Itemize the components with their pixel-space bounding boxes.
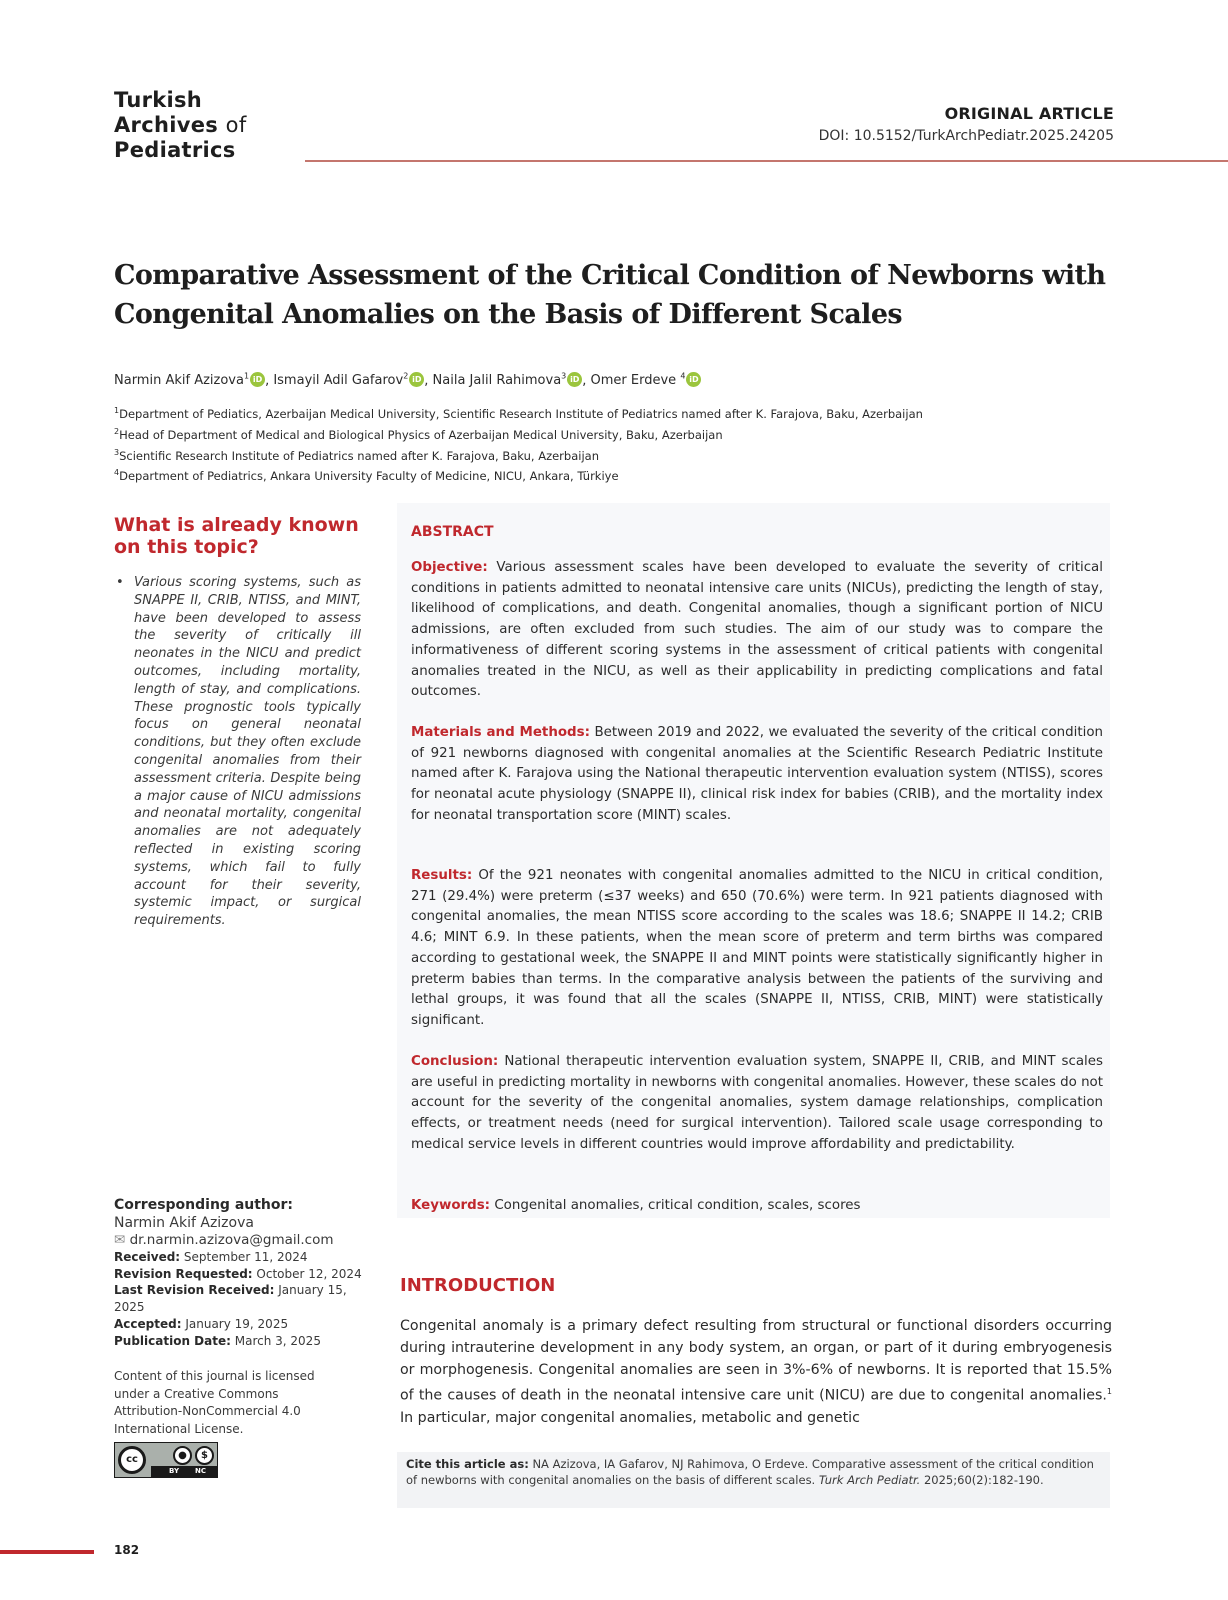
journal-logo-line1: Turkish xyxy=(114,88,203,112)
known-topic-item: • Various scoring systems, such as SNAPPE II, CRIB, NTISS, and MINT, have been developed to assess the severity of critically ill neonates in the NICU and predict outcomes, including mortality, length of stay, and complications. These prognostic tools typically focus on general neonatal conditions, but they often exclude congenital anomalies from their assessment criteria. Despite being a major cause of NICU admissions and neonatal mortality, congenital anomalies are not adequately reflected in existing scoring systems, which fail to fully account for their severity, systemic impact, or surgical requirements. xyxy=(116,574,361,930)
citation-text: Cite this article as: NA Azizova, IA Gafarov, NJ Rahimova, O Erdeve. Comparative assessment of the critical condition of newborns with congenital anomalies on the basis of different scales. Turk Arch Pediatr. 2025;60(2):182-190. xyxy=(406,1457,1094,1487)
author-list: Narmin Akif Azizova$^1$ iD , Ismayil Adil Gafarov$^2$ iD , Naila Jalil Rahimova$^3$ iD , Omer Erdeve $^4$ iD xyxy=(114,372,701,388)
corresponding-author-name: Narmin Akif Azizova xyxy=(114,1215,254,1231)
journal-logo-line2: Archives of xyxy=(114,113,247,137)
doi-link[interactable]: DOI: 10.5152/TurkArchPediatr.2025.24205 xyxy=(818,128,1114,144)
orcid-icon[interactable]: iD xyxy=(686,372,701,387)
known-topic-list xyxy=(116,574,361,930)
introduction-heading: INTRODUCTION xyxy=(400,1275,556,1296)
known-topic-heading: What is already known on this topic? xyxy=(114,514,359,558)
cc-icon: cc xyxy=(118,1446,146,1474)
license-text: Content of this journal is licensed under a Creative Commons Attribution-NonCommercial 4.0 International License. xyxy=(114,1369,315,1436)
date-received: Received: September 11, 2024 xyxy=(114,1249,308,1264)
orcid-icon[interactable]: iD xyxy=(250,372,265,387)
date-published: Publication Date: March 3, 2025 xyxy=(114,1333,321,1348)
abstract-results: Results: Of the 921 neonates with congenital anomalies admitted to the NICU in critical condition, 271 (29.4%) were preterm (≤37 weeks) and 650 (70.6%) were term. In 921 patients diagnosed with congenital anomalies, the mean NTISS score according to the scales was 18.6; SNAPPE II 14.2; CRIB 4.6; MINT 6.9. In these patients, when the mean score of preterm and term births was compared according to gestational week, the SNAPPE II and MINT points were statistically significantly higher in preterm babies than terms. In the comparative analysis between the patients of the surviving and lethal groups, it was found that all the scales (SNAPPE II, NTISS, CRIB, MINT) were statistically significant. xyxy=(411,868,1103,1028)
abstract-keywords: Keywords: Congenital anomalies, critical condition, scales, scores xyxy=(411,1198,861,1213)
attribution-icon: ● xyxy=(173,1446,192,1465)
orcid-icon[interactable]: iD xyxy=(567,372,582,387)
article-title: Comparative Assessment of the Critical Condition of Newborns with Congenital Anomalies on the Basis of Different Scales xyxy=(114,260,1106,330)
affiliation: $^1$Department of Pediatics, Azerbaijan Medical University, Scientific Research Institute of Pediatrics named after K. Farajova, Baku, Azerbaijan xyxy=(114,406,923,421)
affiliation: $^3$Scientific Research Institute of Pediatrics named after K. Farajova, Baku, Azerbaijan xyxy=(114,447,599,463)
abstract-heading: ABSTRACT xyxy=(411,524,494,540)
envelope-icon: ✉ xyxy=(114,1232,126,1248)
author: Omer Erdeve $^4$ iD xyxy=(591,373,702,388)
cc-by-nc-badge[interactable] xyxy=(114,1442,218,1478)
affiliation: $^2$Head of Department of Medical and Biological Physics of Azerbaijan Medical University, Baku, Azerbaijan xyxy=(114,426,723,442)
corresponding-author-label: Corresponding author: xyxy=(114,1197,294,1213)
introduction-body: Congenital anomaly is a primary defect resulting from structural or functional disorders occurring during intrauterine development in any body system, an organ, or part of it during embryogenesis or morphogenesis. Congenital anomalies are seen in 3%-6% of newborns. It is reported that 15.5% of the causes of death in the neonatal intensive care unit (NICU) are due to congenital anomalies.$^1$ In particular, major congenital anomalies, metabolic and genetic xyxy=(400,1318,1112,1426)
corresponding-author-email[interactable]: ✉ dr.narmin.azizova@gmail.com xyxy=(114,1232,334,1248)
orcid-icon[interactable]: iD xyxy=(409,372,424,387)
page-number: 182 xyxy=(114,1543,140,1557)
author: Ismayil Adil Gafarov$^2$ iD xyxy=(273,373,424,388)
affiliation-list xyxy=(114,402,923,485)
author: Narmin Akif Azizova$^1$ iD xyxy=(114,373,265,388)
noncommercial-icon: $ xyxy=(195,1446,214,1465)
date-accepted: Accepted: January 19, 2025 xyxy=(114,1316,289,1331)
reference-link[interactable]: 1 xyxy=(1106,1387,1112,1396)
article-type-label: ORIGINAL ARTICLE xyxy=(944,104,1114,123)
footer-accent-bar xyxy=(0,1550,94,1554)
badge-strip: BY NC xyxy=(151,1466,217,1477)
author: Naila Jalil Rahimova$^3$ iD xyxy=(433,373,583,388)
abstract-objective: Objective: Various assessment scales have been developed to evaluate the severity of critical conditions in patients admitted to neonatal intensive care units (NICUs), predicting the length of stay, likelihood of complications, and death. Congenital anomalies, though a significant portion of NICU admissions, are often excluded from such studies. The aim of our study was to compare the informativeness of different scoring systems in the assessment of critical patients with congenital anomalies treated in the NICU, as well as their applicability in predicting complications and fatal outcomes. xyxy=(411,560,1103,700)
affiliation: $^4$Department of Pediatrics, Ankara University Faculty of Medicine, NICU, Ankara, Türkiye xyxy=(114,468,619,484)
correspondence-block xyxy=(114,1196,374,1350)
journal-logo xyxy=(114,88,247,163)
header-divider xyxy=(305,160,1228,162)
date-last-revision: Last Revision Received: January 15, 2025 xyxy=(114,1283,347,1315)
abstract-methods: Materials and Methods: Between 2019 and 2022, we evaluated the severity of the critical condition of 921 newborns diagnosed with congenital anomalies at the Scientific Research Pediatric Institute named after K. Farajova using the National therapeutic intervention evaluation system (NTISS), scores for neonatal acute physiology (SNAPPE II), clinical risk index for babies (CRIB), and the mortality index for neonatal transportation score (MINT) scales. xyxy=(411,725,1103,823)
journal-logo-line3: Pediatrics xyxy=(114,138,236,162)
date-revision-requested: Revision Requested: October 12, 2024 xyxy=(114,1266,362,1281)
abstract-conclusion: Conclusion: National therapeutic intervention evaluation system, SNAPPE II, CRIB, and MINT scales are useful in predicting mortality in newborns with congenital anomalies. However, these scales do not account for the severity of the congenital anomalies, system damage relationships, complication effects, or treatment needs (need for surgical intervention). Tailored scale usage corresponding to medical service levels in different countries would improve affordability and predictability. xyxy=(411,1054,1103,1152)
